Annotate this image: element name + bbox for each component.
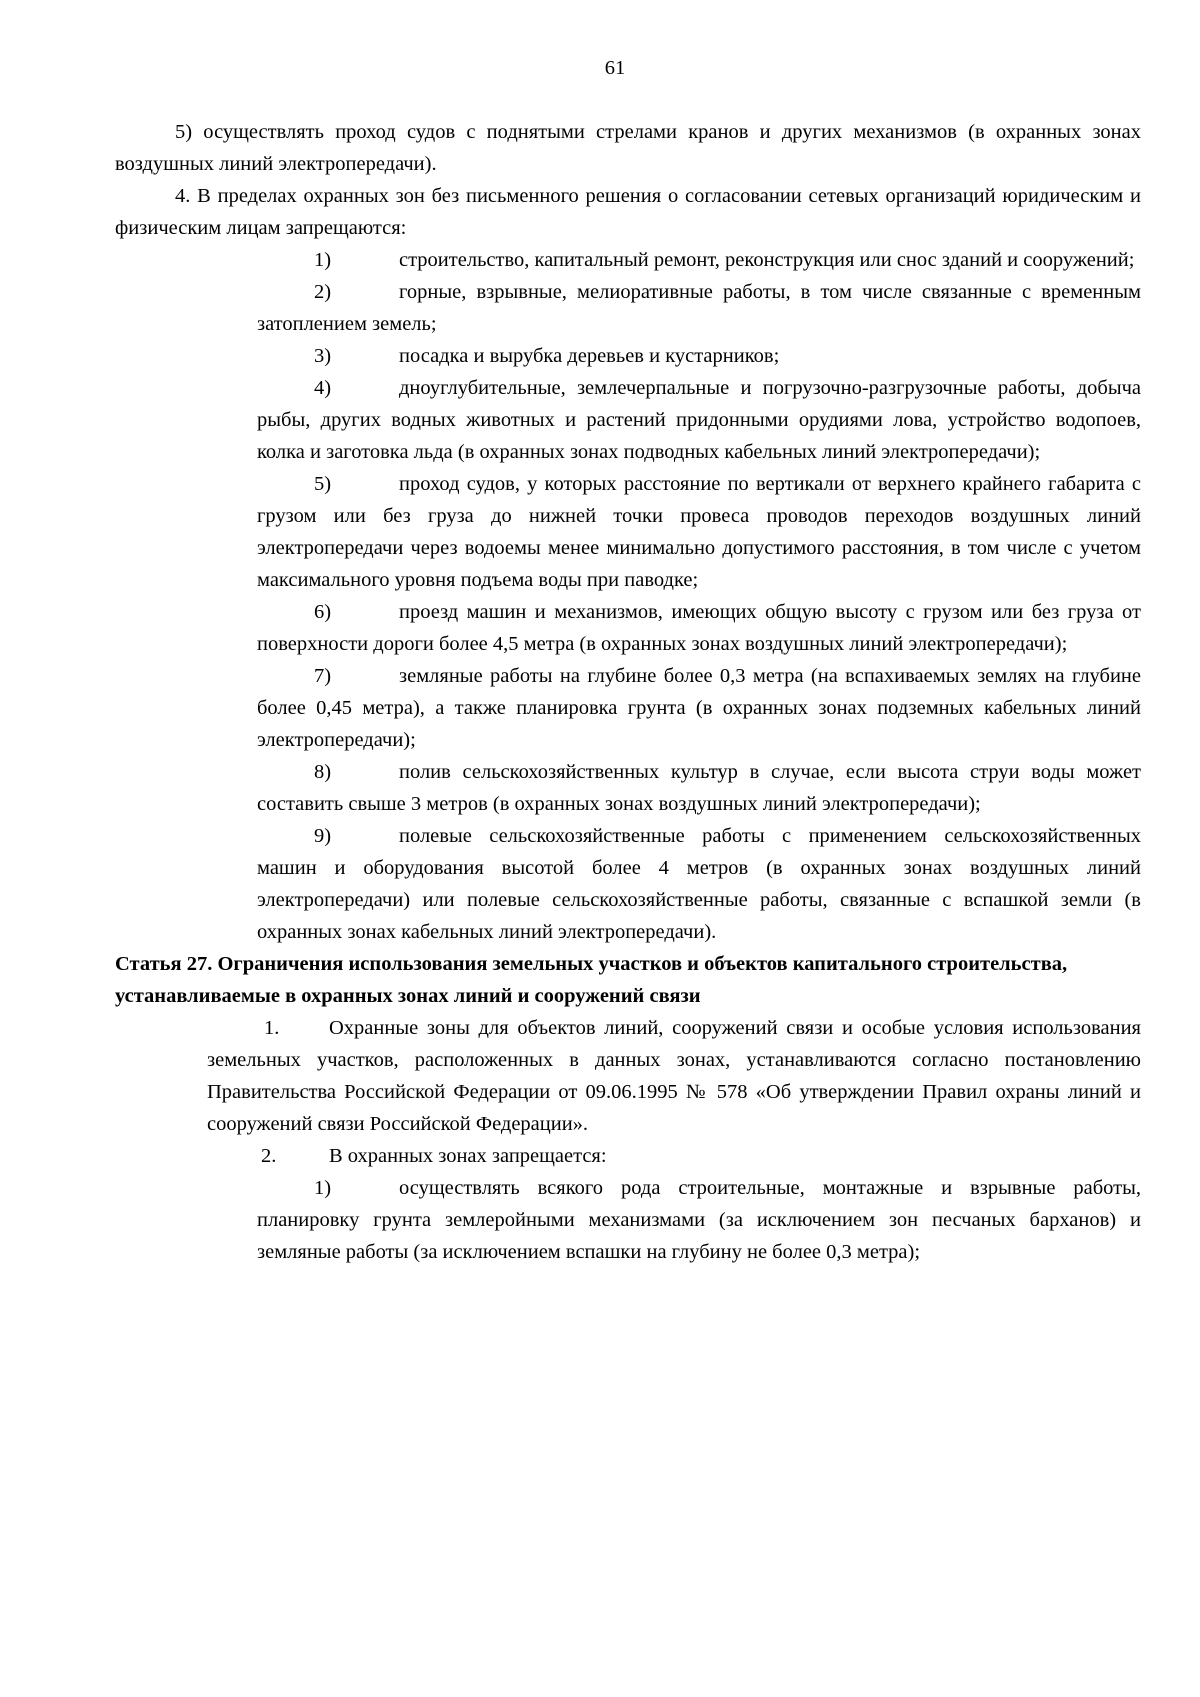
list-item bbox=[115, 756, 1141, 820]
list-item-text: полевые сельскохозяйственные работы с применением сельскохозяйственных машин и оборудования высотой более 4 метров (в охранных зонах воздушных линий электропередачи) или полевые сельскохозяйственные работы, связанные с вспашкой земли (в охранных зонах кабельных линий электропередачи). bbox=[257, 825, 1141, 943]
article-item-2 bbox=[115, 1140, 1141, 1172]
page-number: 61 bbox=[604, 57, 626, 79]
list-item bbox=[115, 820, 1141, 948]
list-item-number: 8) bbox=[314, 761, 332, 783]
article-item-number: 1. bbox=[264, 1017, 280, 1039]
list-item-number: 2) bbox=[314, 281, 332, 303]
list-item-text: осуществлять всякого рода строительные, монтажные и взрывные работы, планировку грунта землеройными механизмами (за исключением зон песчаных барханов) и земляные работы (за исключением вспашки на глубину не более 0,3 метра); bbox=[257, 1177, 1141, 1263]
article-item-number: 2. bbox=[261, 1145, 277, 1167]
list-item-number: 1) bbox=[314, 1177, 332, 1199]
list-item-number: 4) bbox=[314, 377, 332, 399]
article-item-text: Охранные зоны для объектов линий, сооружений связи и особые условия использования земельных участков, расположенных в данных зонах, устанавливаются согласно постановлению Правительства Российской Федерации от 09.06.1995 № 578 «Об утверждении Правил охраны линий и сооружений связи Российской Федерации». bbox=[207, 1017, 1141, 1135]
list-item-text: полив сельскохозяйственных культур в случае, если высота струи воды может составить свыше 3 метров (в охранных зонах воздушных линий электропередачи); bbox=[257, 761, 1141, 815]
list-item-number: 7) bbox=[314, 665, 332, 687]
paragraph-item-4: 4. В пределах охранных зон без письменного решения о согласовании сетевых организаций юридическим и физическим лицам запрещаются: bbox=[115, 185, 1141, 239]
list-item-number: 5) bbox=[314, 473, 332, 495]
list-item bbox=[115, 244, 1141, 276]
list-item bbox=[115, 372, 1141, 468]
list-item-number: 3) bbox=[314, 345, 332, 367]
document-body bbox=[115, 116, 1141, 1268]
list-item-number: 9) bbox=[314, 825, 332, 847]
list-item-text: проход судов, у которых расстояние по вертикали от верхнего крайнего габарита с грузом или без груза до нижней точки провеса проводов переходов воздушных линий электропередачи через водоемы менее минимально допустимого расстояния, в том числе с учетом максимального уровня подъема воды при паводке; bbox=[257, 473, 1141, 591]
article-title: Статья 27. Ограничения использования земельных участков и объектов капитального строительства, устанавливаемые в охранных зонах линий и сооружений связи bbox=[115, 953, 1068, 1007]
list-item-number: 6) bbox=[314, 601, 332, 623]
list-item bbox=[115, 276, 1141, 340]
list-item bbox=[115, 468, 1141, 596]
restriction-list bbox=[115, 244, 1141, 948]
list-item-text: проезд машин и механизмов, имеющих общую высоту с грузом или без груза от поверхности дороги более 4,5 метра (в охранных зонах воздушных линий электропередачи); bbox=[257, 601, 1141, 655]
list-item bbox=[115, 660, 1141, 756]
article-item-text: В охранных зонах запрещается: bbox=[329, 1145, 607, 1167]
list-item-number: 1) bbox=[314, 249, 332, 271]
list-item bbox=[115, 596, 1141, 660]
list-item-text: земляные работы на глубине более 0,3 метра (на вспахиваемых землях на глубине более 0,45 метра), а также планировка грунта (в охранных зонах подземных кабельных линий электропередачи); bbox=[257, 665, 1141, 751]
list-item-text: строительство, капитальный ремонт, реконструкция или снос зданий и сооружений; bbox=[399, 249, 1135, 271]
paragraph-item-5: 5) осуществлять проход судов с поднятыми стрелами кранов и других механизмов (в охранных зонах воздушных линий электропередачи). bbox=[115, 121, 1141, 175]
list-item bbox=[115, 340, 1141, 372]
list-item-text: посадка и вырубка деревьев и кустарников; bbox=[399, 345, 780, 367]
article-sub-item-1 bbox=[115, 1172, 1141, 1268]
list-item-text: дноуглубительные, землечерпальные и погрузочно-разгрузочные работы, добыча рыбы, других водных животных и растений придонными орудиями лова, устройство водопоев, колка и заготовка льда (в охранных зонах подводных кабельных линий электропередачи); bbox=[257, 377, 1141, 463]
list-item-text: горные, взрывные, мелиоративные работы, в том числе связанные с временным затоплением земель; bbox=[257, 281, 1141, 335]
article-item-1 bbox=[115, 1012, 1141, 1140]
